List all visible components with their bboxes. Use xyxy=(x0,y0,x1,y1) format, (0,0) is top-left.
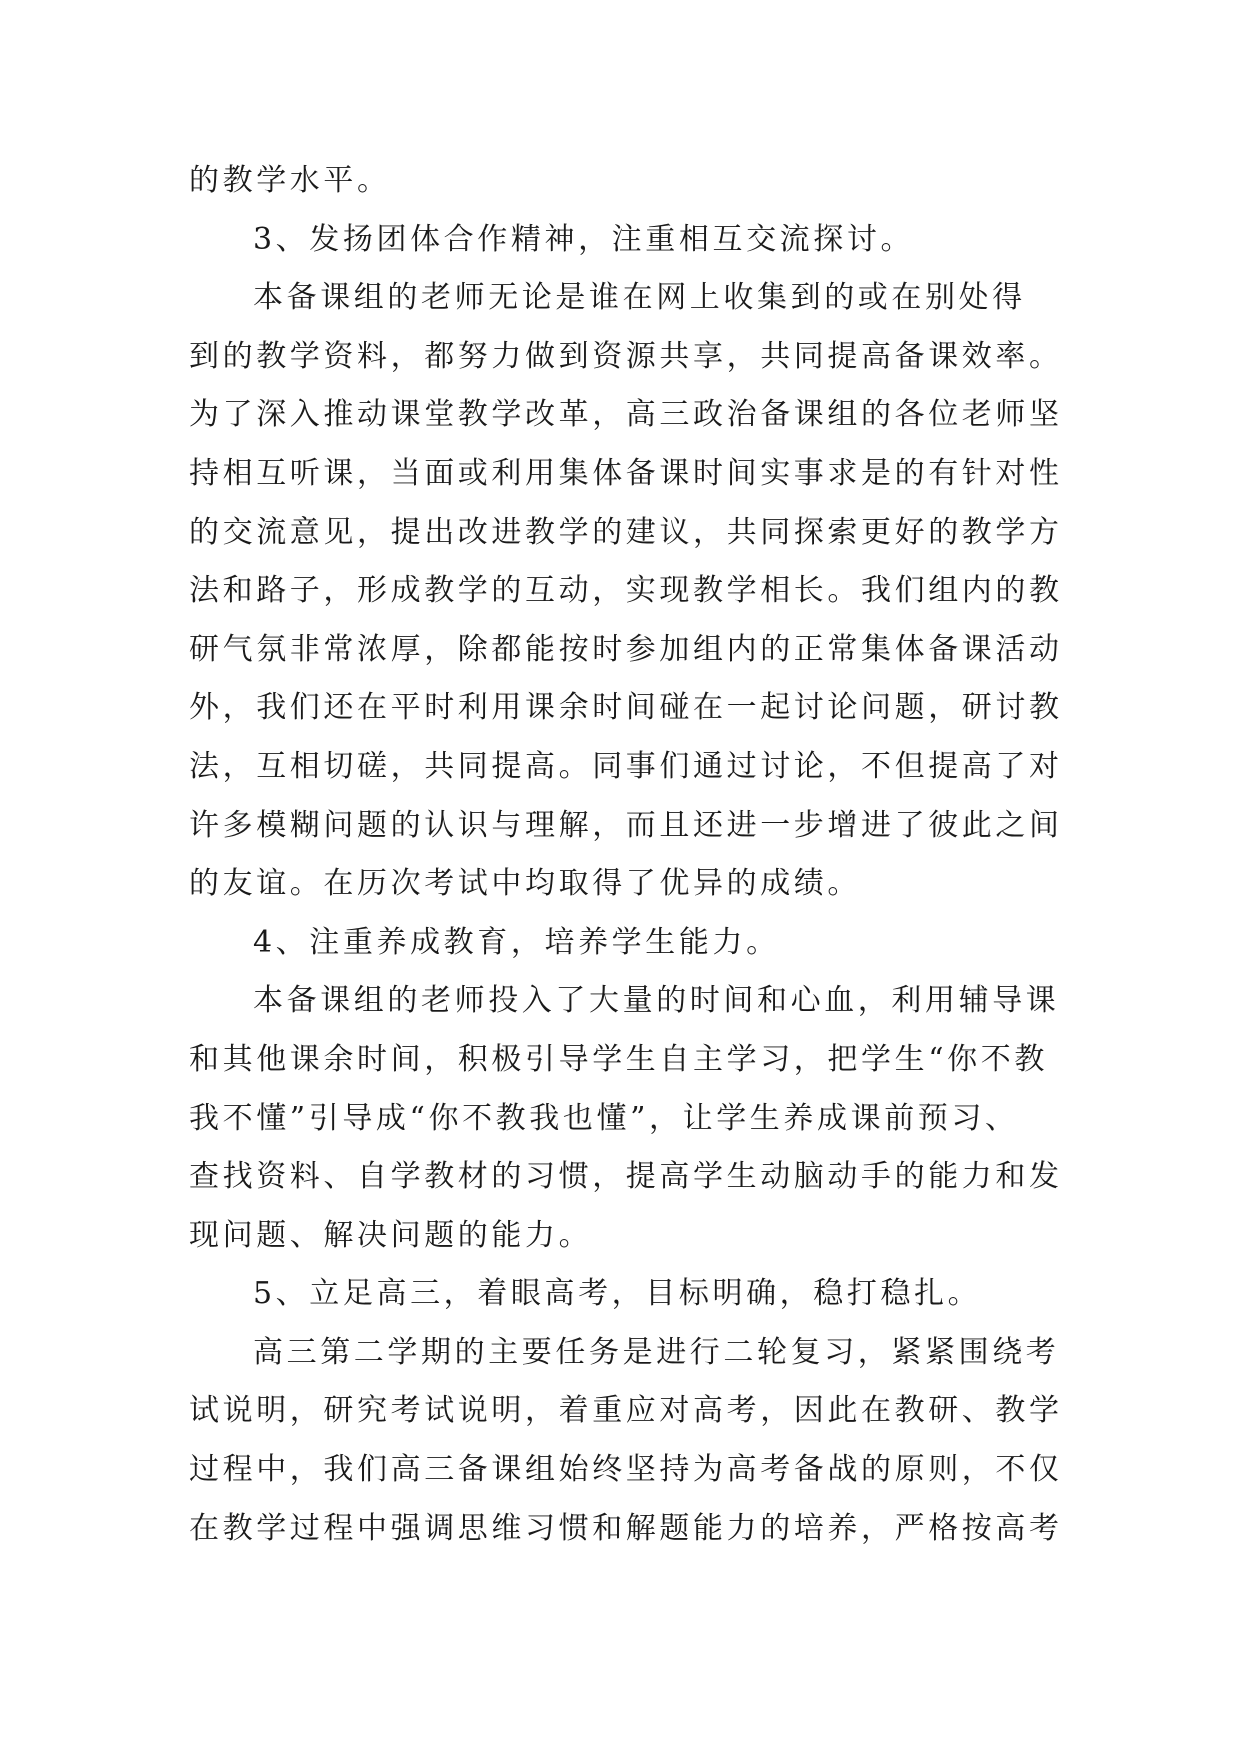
text-line: 和其他课余时间，积极引导学生自主学习，把学生“你不教 xyxy=(189,1041,1048,1077)
text-line: 为了深入推动课堂教学改革，高三政治备课组的各位老师坚 xyxy=(189,397,1063,433)
text-line: 持相互听课，当面或利用集体备课时间实事求是的有针对性 xyxy=(189,455,1063,491)
text-line: 过程中，我们高三备课组始终坚持为高考备战的原则，不仅 xyxy=(189,1452,1063,1488)
text-line: 外，我们还在平时利用课余时间碰在一起讨论问题，研讨教 xyxy=(189,690,1063,726)
text-line: 高三第二学期的主要任务是进行二轮复习，紧紧围绕考 xyxy=(253,1334,1060,1370)
text-line: 在教学过程中强调思维习惯和解题能力的培养，严格按高考 xyxy=(189,1510,1063,1546)
document-body xyxy=(189,152,1063,1558)
text-line: 查找资料、自学教材的习惯，提高学生动脑动手的能力和发 xyxy=(189,1159,1063,1195)
text-line: 3、发扬团体合作精神，注重相互交流探讨。 xyxy=(253,221,915,257)
text-line: 到的教学资料，都努力做到资源共享，共同提高备课效率。 xyxy=(189,338,1063,374)
text-line: 法和路子，形成教学的互动，实现教学相长。我们组内的教 xyxy=(189,573,1063,609)
text-line: 我不懂”引导成“你不教我也懂”，让学生养成课前预习、 xyxy=(189,1100,1019,1136)
text-line: 现问题、解决问题的能力。 xyxy=(189,1217,593,1253)
text-line: 许多模糊问题的认识与理解，而且还进一步增进了彼此之间 xyxy=(189,807,1063,843)
text-line: 本备课组的老师投入了大量的时间和心血，利用辅导课 xyxy=(253,983,1060,1019)
text-line: 的教学水平。 xyxy=(189,163,391,198)
text-line: 5、立足高三，着眼高考，目标明确，稳打稳扎。 xyxy=(253,1276,982,1312)
text-line: 4、注重养成教育，培养学生能力。 xyxy=(253,924,780,960)
text-line: 的友谊。在历次考试中均取得了优异的成绩。 xyxy=(189,866,861,902)
text-line: 研气氛非常浓厚，除都能按时参加组内的正常集体备课活动 xyxy=(189,631,1063,667)
text-line: 本备课组的老师无论是谁在网上收集到的或在别处得 xyxy=(253,280,1026,316)
text-line: 的交流意见，提出改进教学的建议，共同探索更好的教学方 xyxy=(189,514,1063,550)
text-line: 试说明，研究考试说明，着重应对高考，因此在教研、教学 xyxy=(189,1393,1063,1429)
text-line: 法，互相切磋，共同提高。同事们通过讨论，不但提高了对 xyxy=(189,748,1063,784)
